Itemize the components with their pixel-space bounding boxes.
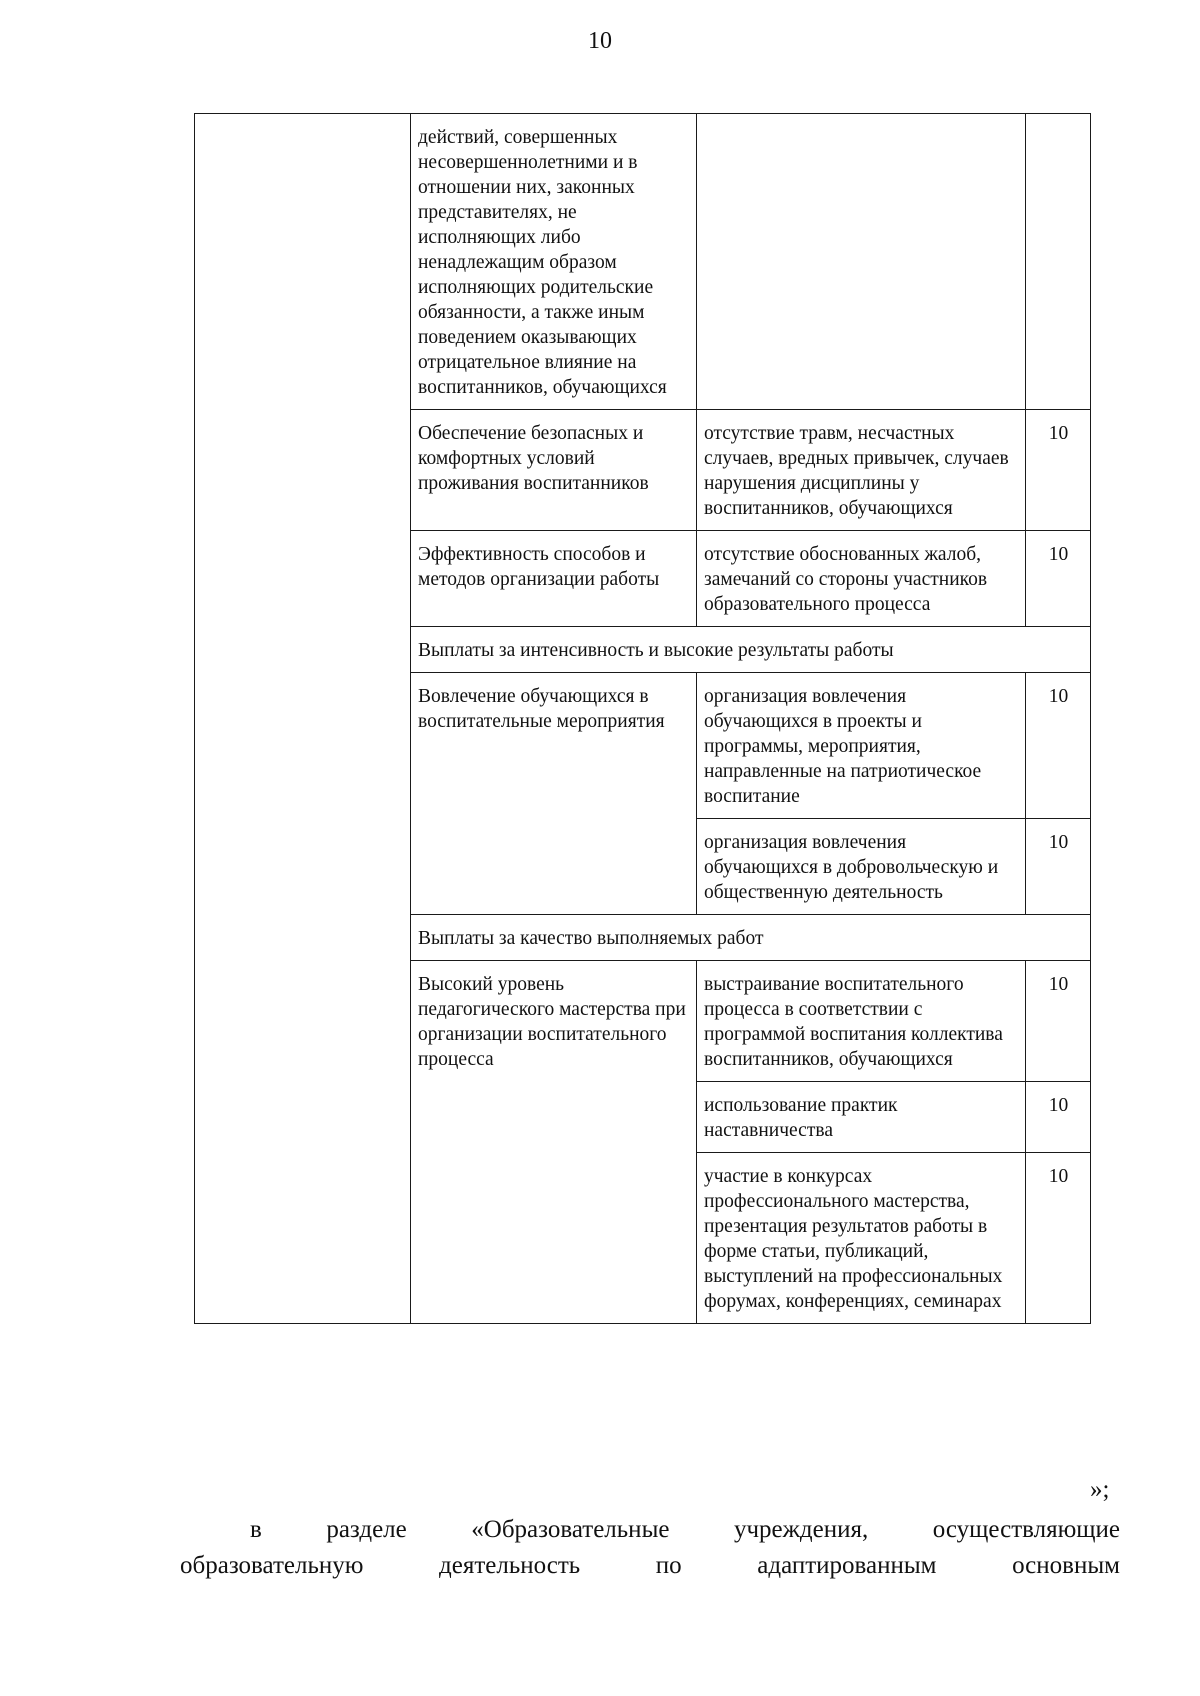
- category-cell: [195, 114, 411, 1324]
- paragraph-line: [180, 1512, 1120, 1548]
- criterion-cell: действий, совершенных несовершеннолетними и в отношении них, законных представителях, не исполняющих либо ненадлежащим образом исполняющих родительские обязанности, а также иным поведением оказывающих отрицательное влияние на воспитанников, обучающихся: [411, 114, 697, 410]
- word: учреждения,: [733, 1516, 869, 1543]
- word: деятельность: [439, 1552, 581, 1579]
- page-number: 10: [588, 28, 612, 54]
- word: по: [655, 1552, 682, 1579]
- points-cell: 10: [1026, 819, 1091, 915]
- points-cell: 10: [1026, 961, 1091, 1082]
- criterion-cell: Эффективность способов и методов организации работы: [411, 531, 697, 627]
- criterion-cell: Обеспечение безопасных и комфортных условий проживания воспитанников: [411, 410, 697, 531]
- section-heading-quality: Выплаты за качество выполняемых работ: [411, 915, 1091, 961]
- table-row: [195, 114, 1091, 410]
- points-cell: 10: [1026, 1082, 1091, 1153]
- body-paragraph: [180, 1512, 1120, 1584]
- word: в: [250, 1516, 262, 1543]
- indicator-cell: использование практик наставничества: [697, 1082, 1026, 1153]
- points-cell: 10: [1026, 1153, 1091, 1324]
- closing-quote: »;: [1090, 1476, 1110, 1503]
- indicator-cell: организация вовлечения обучающихся в добровольческую и общественную деятельность: [697, 819, 1026, 915]
- indicator-cell: организация вовлечения обучающихся в проекты и программы, мероприятия, направленные на патриотическое воспитание: [697, 673, 1026, 819]
- word: образовательную: [180, 1552, 364, 1579]
- criterion-cell: Высокий уровень педагогического мастерства при организации воспитательного процесса: [411, 961, 697, 1324]
- indicator-cell: участие в конкурсах профессионального мастерства, презентация результатов работы в форме статьи, публикаций, выступлений на профессиональных форумах, конференциях, семинарах: [697, 1153, 1026, 1324]
- points-cell: 10: [1026, 673, 1091, 819]
- indicator-cell: [697, 114, 1026, 410]
- criteria-table: [194, 113, 1091, 1324]
- indicator-cell: выстраивание воспитательного процесса в соответствии с программой воспитания коллектива воспитанников, обучающихся: [697, 961, 1026, 1082]
- points-cell: 10: [1026, 531, 1091, 627]
- word: разделе: [326, 1516, 407, 1543]
- points-cell: [1026, 114, 1091, 410]
- indicator-cell: отсутствие обоснованных жалоб, замечаний со стороны участников образовательного процесса: [697, 531, 1026, 627]
- points-cell: 10: [1026, 410, 1091, 531]
- section-heading-intensity: Выплаты за интенсивность и высокие результаты работы: [411, 627, 1091, 673]
- indicator-cell: отсутствие травм, несчастных случаев, вредных привычек, случаев нарушения дисциплины у воспитанников, обучающихся: [697, 410, 1026, 531]
- paragraph-line: [180, 1548, 1120, 1584]
- word: «Образовательные: [471, 1516, 670, 1543]
- word: адаптированным: [757, 1552, 937, 1579]
- word: осуществляющие: [932, 1516, 1120, 1543]
- criterion-cell: Вовлечение обучающихся в воспитательные мероприятия: [411, 673, 697, 915]
- word: основным: [1012, 1552, 1120, 1579]
